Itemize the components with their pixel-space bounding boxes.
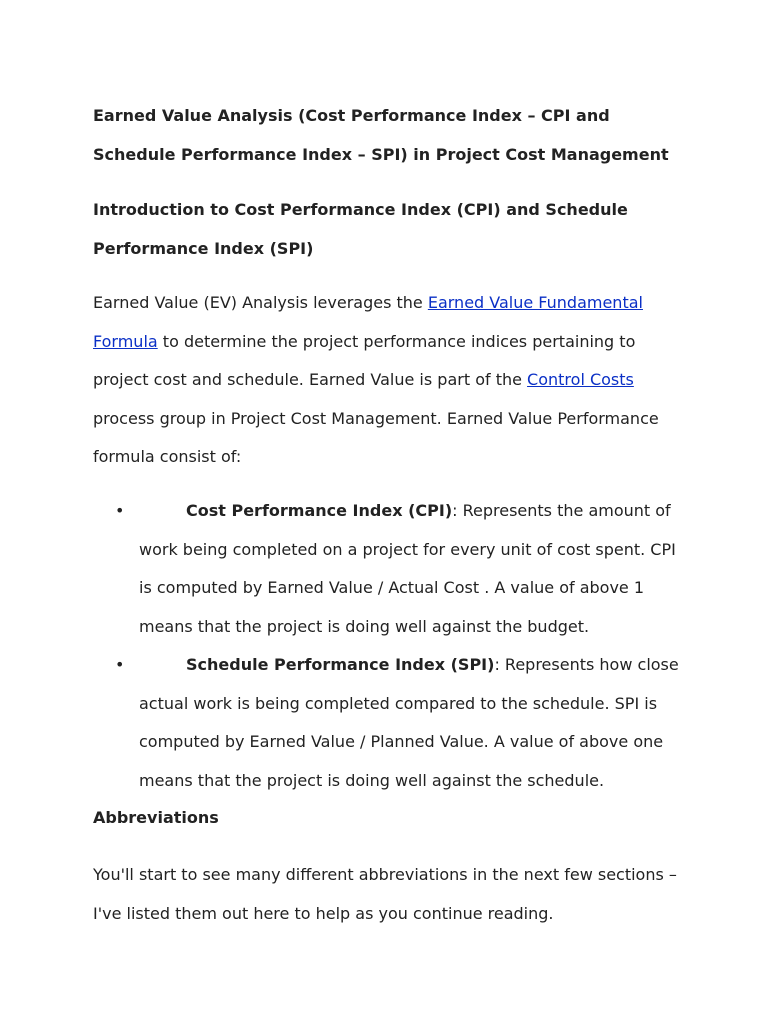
intro-text-1: Earned Value (EV) Analysis leverages the bbox=[93, 293, 428, 312]
control-costs-link[interactable]: Control Costs bbox=[527, 370, 634, 389]
performance-index-list bbox=[93, 492, 683, 800]
bullet-icon: • bbox=[115, 655, 125, 674]
spi-description: : Represents how close actual work is being completed compared to the schedule. SPI is computed by Earned Value / Planned Value. A value of above one means that the project is doing well against the schedule. bbox=[139, 655, 679, 790]
spi-term: Schedule Performance Index (SPI) bbox=[186, 655, 495, 674]
document-title: Earned Value Analysis (Cost Performance Index – CPI and Schedule Performance Index – SPI) in Project Cost Management bbox=[93, 106, 669, 164]
intro-text-2: to determine the project performance indices pertaining to project cost and schedule. Earned Value is part of the bbox=[93, 331, 636, 389]
list-item-spi bbox=[93, 646, 683, 800]
cpi-description: : Represents the amount of work being completed on a project for every unit of cost spent. CPI is computed by Earned Value / Actual Cost . A value of above 1 means that the project is doing well against the budget. bbox=[139, 501, 676, 636]
cpi-term: Cost Performance Index (CPI) bbox=[186, 501, 453, 520]
list-item-cpi bbox=[93, 492, 683, 646]
intro-text-3: process group in Project Cost Management. Earned Value Performance formula consist of: bbox=[93, 408, 659, 466]
intro-paragraph bbox=[93, 284, 683, 477]
section-heading-introduction: Introduction to Cost Performance Index (CPI) and Schedule Performance Index (SPI) bbox=[93, 200, 628, 258]
abbreviations-paragraph: You'll start to see many different abbreviations in the next few sections – I've listed them out here to help as you continue reading. bbox=[93, 865, 677, 923]
bullet-icon: • bbox=[115, 501, 125, 520]
section-heading-abbreviations: Abbreviations bbox=[93, 808, 219, 827]
earned-value-formula-link[interactable]: Earned Value Fundamental Formula bbox=[93, 293, 643, 351]
